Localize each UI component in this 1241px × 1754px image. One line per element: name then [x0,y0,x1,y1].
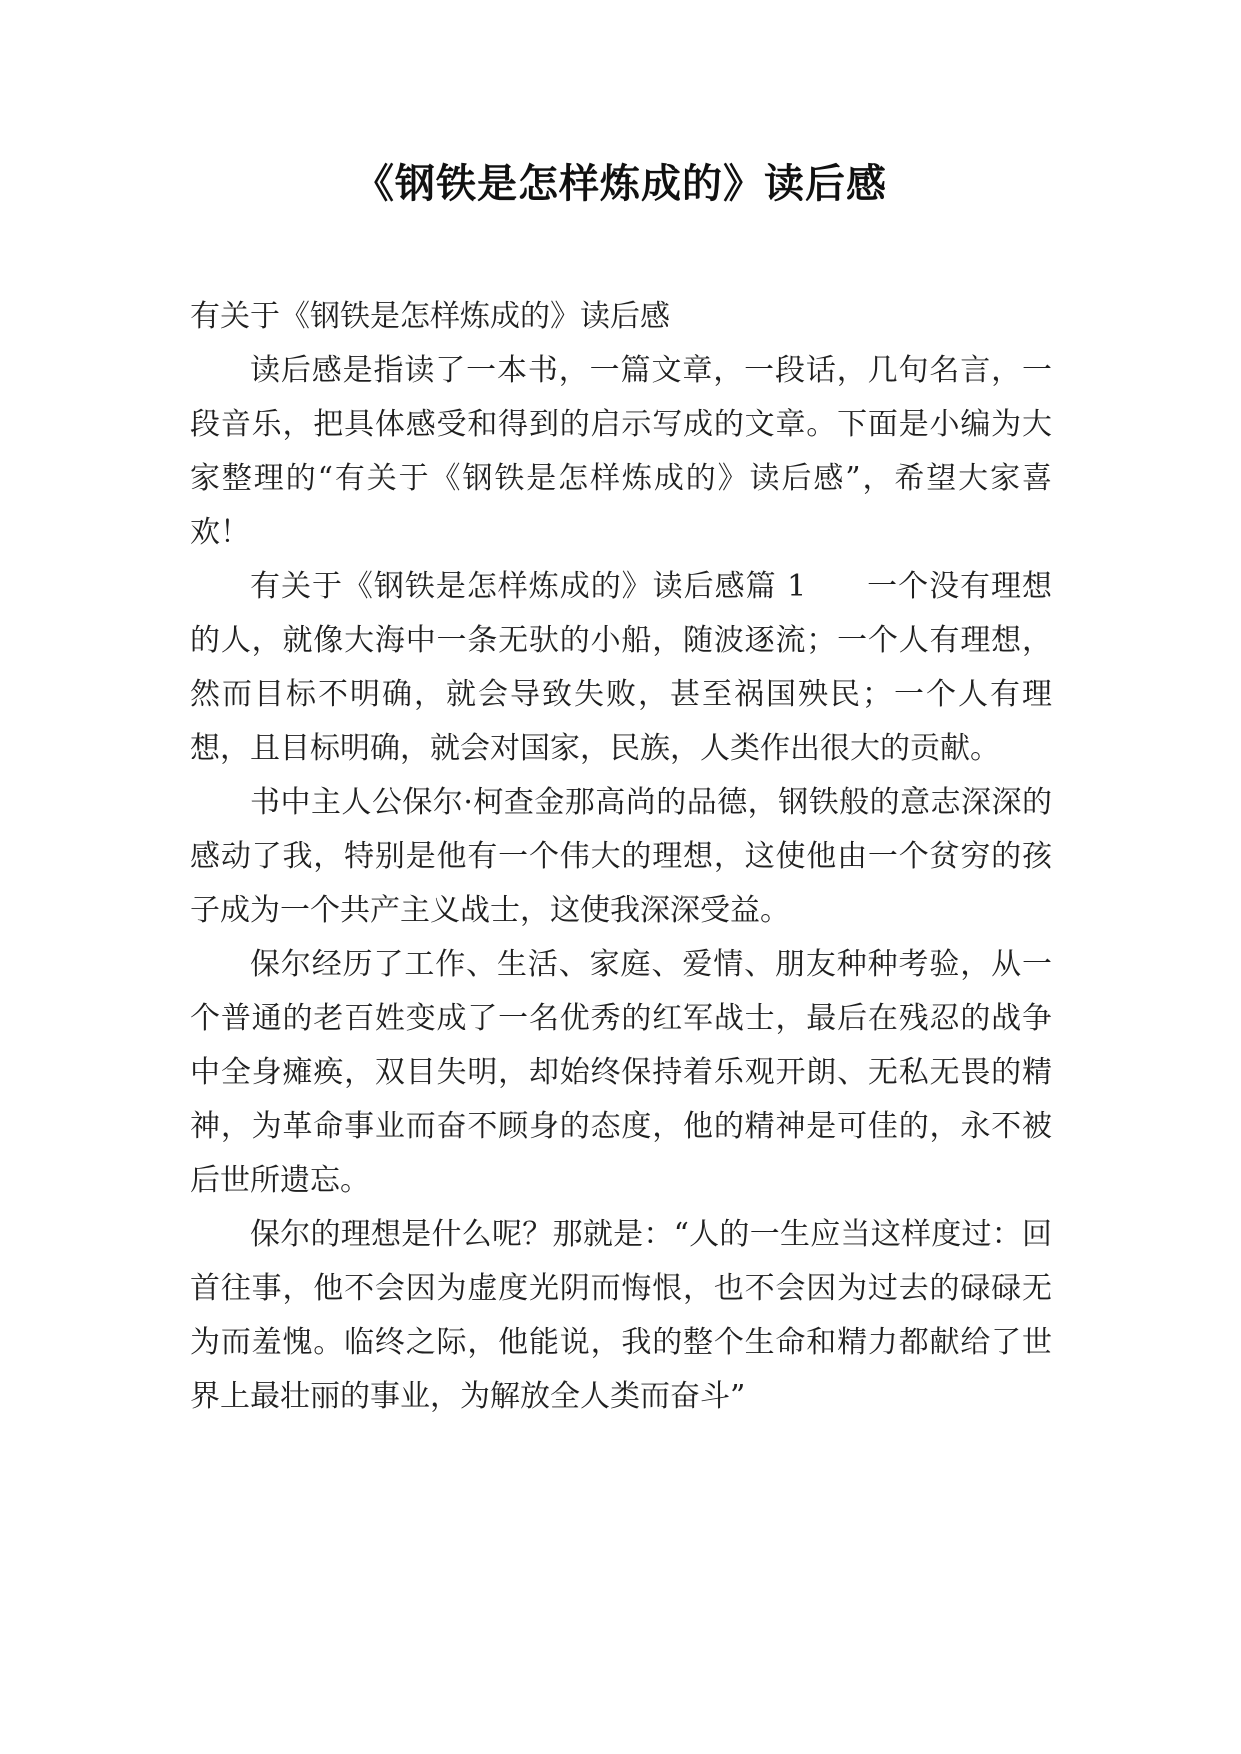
paragraph-1-text: 一个没有理想的人，就像大海中一条无驮的小船，随波逐流；一个人有理想，然而目标不明确，就会导致失败，甚至祸国殃民；一个人有理想，且目标明确，就会对国家，民族，人类作出很大的贡献。 [190,569,1052,766]
intro-paragraph: 读后感是指读了一本书，一篇文章，一段话，几句名言，一段音乐，把具体感受和得到的启示写成的文章。下面是小编为大家整理的“有关于《钢铁是怎样炼成的》读后感”，希望大家喜欢！ [190,353,1052,550]
article-heading: 有关于《钢铁是怎样炼成的》读后感篇 1 [250,569,807,604]
document-subtitle: 有关于《钢铁是怎样炼成的》读后感 [190,299,670,334]
document-body [190,290,1052,1424]
article-paragraph-3: 保尔经历了工作、生活、家庭、爱情、朋友种种考验，从一个普通的老百姓变成了一名优秀的红军战士，最后在残忍的战争中全身瘫痪，双目失明，却始终保持着乐观开朗、无私无畏的精神，为革命事业而奋不顾身的态度，他的精神是可佳的，永不被后世所遗忘。 [190,947,1052,1198]
article-paragraph-4: 保尔的理想是什么呢？那就是：“人的一生应当这样度过：回首往事，他不会因为虚度光阴而悔恨，也不会因为过去的碌碌无为而羞愧。临终之际，他能说，我的整个生命和精力都献给了世界上最壮丽的事业，为解放全人类而奋斗” [190,1217,1052,1414]
article-paragraph-1 [190,560,1052,776]
article-paragraph-2: 书中主人公保尔·柯查金那高尚的品德，钢铁般的意志深深的感动了我，特别是他有一个伟大的理想，这使他由一个贫穷的孩子成为一个共产主义战士，这使我深深受益。 [190,785,1052,928]
document-title: 《钢铁是怎样炼成的》读后感 [354,161,887,207]
